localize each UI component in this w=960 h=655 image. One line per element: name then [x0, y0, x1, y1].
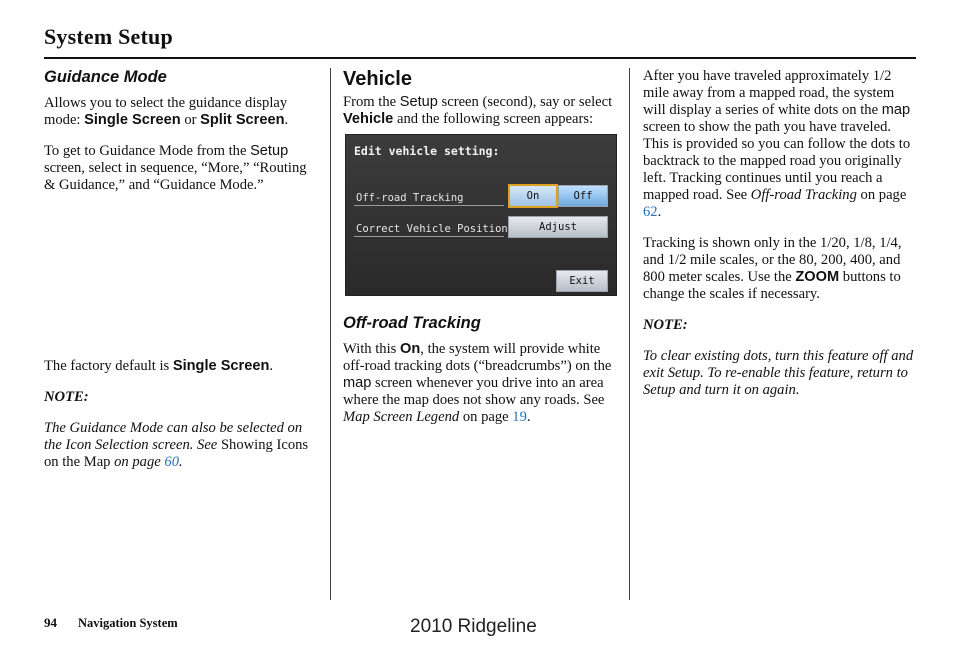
- column-tracking-details: [643, 68, 918, 413]
- text: , the system will provide white off-road tracking dots (“breadcrumbs”) on the: [343, 341, 612, 374]
- text: on page: [459, 409, 513, 425]
- on-term: On: [399, 341, 421, 357]
- column-divider-2: [629, 68, 630, 600]
- column-divider-1: [330, 68, 331, 600]
- vehicle-term: Vehicle: [343, 111, 394, 127]
- off-button[interactable]: Off: [558, 185, 608, 207]
- text: .: [526, 409, 531, 425]
- exit-button[interactable]: Exit: [556, 270, 608, 292]
- row-underline: [354, 205, 504, 206]
- text: From the: [343, 94, 400, 110]
- text: screen, select in sequence, “More,” “Routing & Guidance,” and “Guidance Mode.”: [44, 160, 307, 193]
- zoom-term: ZOOM: [795, 269, 840, 285]
- offroad-tracking-heading: Off-road Tracking: [343, 314, 481, 332]
- note-label: NOTE:: [44, 389, 89, 405]
- tracking-scales: [643, 235, 918, 303]
- guidance-mode-steps: [44, 143, 319, 194]
- text: .: [179, 454, 183, 470]
- text: .: [657, 204, 662, 220]
- single-screen-term: Single Screen: [84, 112, 181, 128]
- setup-term: Setup: [399, 94, 438, 110]
- tracking-description: [643, 68, 918, 221]
- text: The Guidance Mode can also be selected on the Icon Selection screen. See: [44, 420, 303, 453]
- showing-icons-ref: Showing Icons on the Map: [44, 437, 309, 470]
- page-title: System Setup: [44, 24, 173, 49]
- watermark: 2010 Ridgeline: [410, 616, 537, 637]
- text: .: [284, 112, 289, 128]
- page-number: 94: [44, 615, 57, 630]
- offroad-tracking-ref: Off-road Tracking: [750, 187, 857, 203]
- spacer: [44, 208, 319, 358]
- on-button[interactable]: On: [508, 184, 558, 208]
- screen-title: Edit vehicle setting:: [354, 144, 500, 158]
- text: With this: [343, 341, 400, 357]
- text: Tracking is shown only in the 1/20, 1/8, 1/4, and 1/2 mile scales, or the 80, 200, 400, and 800 meter scales. Use the: [643, 235, 902, 285]
- title-rule: [44, 57, 916, 59]
- factory-default: [44, 358, 319, 375]
- text: buttons to change the scales if necessary.: [643, 269, 901, 302]
- note-label: NOTE:: [643, 317, 688, 333]
- vehicle-heading: Vehicle: [343, 68, 412, 90]
- row-underline: [354, 236, 504, 237]
- offroad-tracking-text: [343, 341, 618, 426]
- footer-label: Navigation System: [78, 616, 178, 630]
- text: To get to Guidance Mode from the: [44, 143, 251, 159]
- vehicle-intro: [343, 94, 618, 128]
- guidance-note: [44, 420, 319, 471]
- adjust-button[interactable]: Adjust: [508, 216, 608, 238]
- text: Allows you to select the guidance display mode:: [44, 95, 288, 128]
- page-link-60[interactable]: 60: [164, 454, 179, 470]
- text: The factory default is: [44, 358, 173, 374]
- guidance-mode-heading: Guidance Mode: [44, 68, 167, 86]
- map-legend-ref: Map Screen Legend: [343, 409, 460, 425]
- column-guidance-mode: [44, 68, 319, 485]
- map-term: map: [881, 102, 911, 118]
- page-link-19[interactable]: 19: [512, 409, 527, 425]
- setup-term: Setup: [250, 143, 289, 159]
- split-screen-term: Split Screen: [200, 112, 285, 128]
- single-screen-default: Single Screen: [172, 358, 270, 374]
- page-link-62[interactable]: 62: [643, 204, 658, 220]
- text: and the following screen appears:: [393, 111, 594, 127]
- vehicle-settings-screen: [345, 134, 617, 296]
- map-term: map: [343, 375, 372, 391]
- correct-position-label: Correct Vehicle Position: [356, 223, 508, 235]
- text: on page: [110, 454, 165, 470]
- text: After you have traveled approximately 1/2 mile away from a mapped road, the system will display a series of white dots on the: [643, 68, 895, 118]
- text: or: [180, 112, 201, 128]
- tracking-note: To clear existing dots, turn this feature off and exit Setup. To re-enable this feature, return to Setup and turn it on again.: [643, 348, 914, 398]
- offroad-tracking-label: Off-road Tracking: [356, 192, 464, 204]
- guidance-mode-intro: [44, 95, 319, 129]
- text: screen (second), say or select: [437, 94, 613, 110]
- text: screen to show the path you have traveled. This is provided so you can follow the dots to backtrack to the mapped road you originally left. Tracking continues until you reach a mapped road. See: [643, 119, 911, 203]
- text: .: [269, 358, 274, 374]
- text: on page: [856, 187, 907, 203]
- column-vehicle: [343, 68, 618, 440]
- text: screen whenever you drive into an area where the map does not show any roads. See: [343, 375, 605, 408]
